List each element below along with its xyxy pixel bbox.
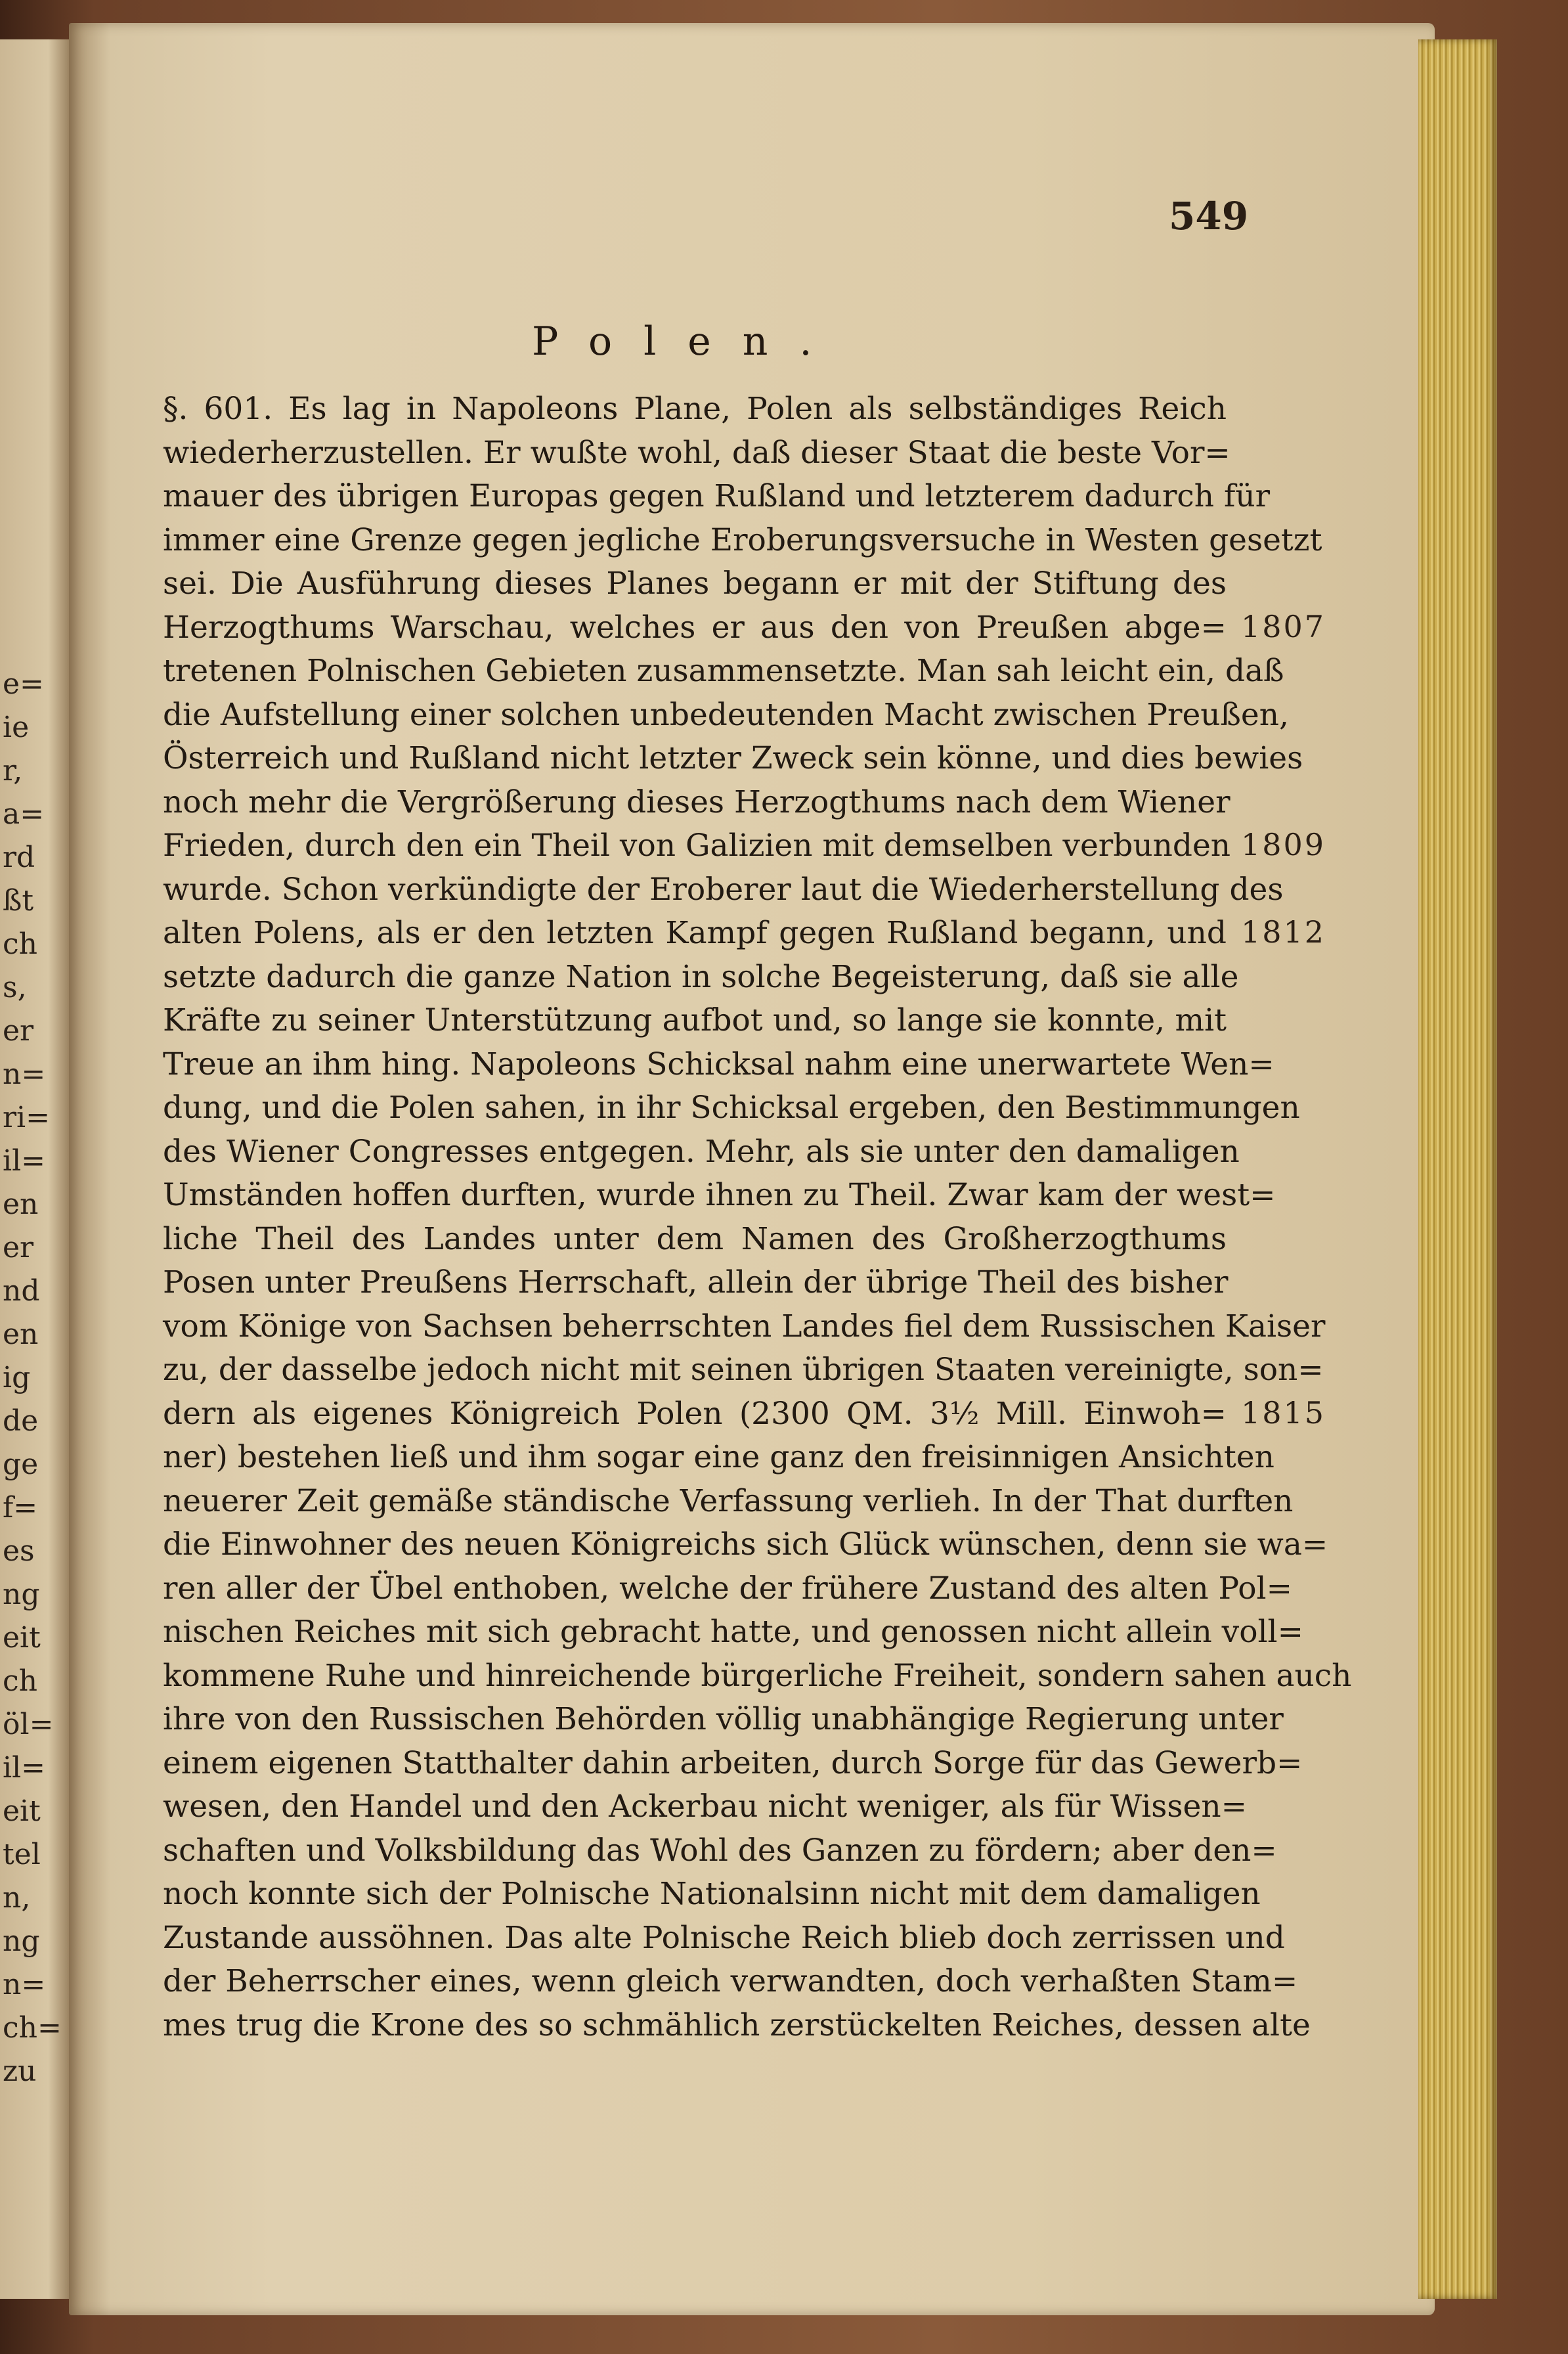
text-line: wiederherzustellen. Er wußte wohl, daß dieser Staat die beste Vor= — [163, 434, 1230, 471]
text-line: schaften und Volksbildung das Wohl des Ganzen zu fördern; aber den= — [163, 1832, 1277, 1869]
text-line: wurde. Schon verkündigte der Eroberer laut die Wiederherstellung des — [163, 871, 1284, 908]
text-line: vom Könige von Sachsen beherrschten Landes fiel dem Russischen Kaiser — [163, 1308, 1326, 1344]
text-line: Treue an ihm hing. Napoleons Schicksal nahm eine unerwartete Wen= — [163, 1046, 1274, 1082]
previous-page-fragment: il= — [3, 1751, 46, 1785]
previous-page-fragment: ng — [3, 1578, 40, 1611]
previous-page-fragment: öl= — [3, 1708, 54, 1741]
text-line: Umständen hoffen durften, wurde ihnen zu Theil. Zwar kam der west= — [163, 1177, 1276, 1213]
text-line: liche Theil des Landes unter dem Namen des Großherzogthums — [163, 1220, 1227, 1257]
previous-page-fragment: ßt — [3, 884, 34, 918]
previous-page-fragment: rd — [3, 841, 35, 874]
text-line: ner) bestehen ließ und ihm sogar eine ganz den freisinnigen Ansichten — [163, 1439, 1274, 1475]
gilded-page-edges — [1418, 39, 1497, 2299]
previous-page-fragment: zu — [3, 2054, 37, 2088]
margin-year: 1809 — [1241, 827, 1326, 862]
previous-page-fragment: a= — [3, 797, 45, 831]
text-line: die Einwohner des neuen Königreichs sich Glück wünschen, denn sie wa= — [163, 1526, 1328, 1563]
text-line: Kräfte zu seiner Unterstützung aufbot und, so lange sie konnte, mit — [163, 1002, 1227, 1038]
previous-page-fragment: ge — [3, 1448, 39, 1481]
text-line: neuerer Zeit gemäße ständische Verfassung verlieh. In der That durften — [163, 1482, 1294, 1519]
previous-page-fragment: n= — [3, 1057, 46, 1091]
text-line: kommene Ruhe und hinreichende bürgerliche Freiheit, sondern sahen auch — [163, 1657, 1352, 1694]
margin-year: 1807 — [1241, 608, 1326, 644]
previous-page-fragment: en — [3, 1318, 39, 1351]
previous-page-fragment: n, — [3, 1881, 31, 1915]
text-line: einem eigenen Statthalter dahin arbeiten, durch Sorge für das Gewerb= — [163, 1744, 1303, 1781]
text-line: ihre von den Russischen Behörden völlig unabhängige Regierung unter — [163, 1701, 1284, 1737]
text-line: tretenen Polnischen Gebieten zusammensetzte. Man sah leicht ein, daß — [163, 653, 1284, 689]
text-line: mauer des übrigen Europas gegen Rußland und letzterem dadurch für — [163, 478, 1271, 514]
text-line: ren aller der Übel enthoben, welche der frühere Zustand des alten Pol= — [163, 1570, 1292, 1607]
text-line: zu, der dasselbe jedoch nicht mit seinen übrigen Staaten vereinigte, son= — [163, 1352, 1324, 1388]
text-line: dung, und die Polen sahen, in ihr Schicksal ergeben, den Bestimmungen — [163, 1090, 1300, 1126]
previous-page-fragment: er — [3, 1231, 34, 1264]
page-number: 549 — [1169, 194, 1249, 238]
text-line: Herzogthums Warschau, welches er aus den von Preußen abge= — [163, 609, 1227, 646]
text-line: sei. Die Ausführung dieses Planes begann er mit der Stiftung des — [163, 566, 1227, 602]
margin-year: 1812 — [1241, 914, 1326, 950]
previous-page-fragment: n= — [3, 1968, 46, 2001]
previous-page-fragment: ig — [3, 1361, 31, 1394]
previous-page-fragment: e= — [3, 667, 44, 701]
text-line: Österreich und Rußland nicht letzter Zweck sein könne, und dies bewies — [163, 740, 1303, 776]
text-line: mes trug die Krone des so schmählich zerstückelten Reiches, dessen alte — [163, 2007, 1311, 2043]
previous-page-fragment: en — [3, 1188, 39, 1221]
text-line: noch mehr die Vergrößerung dieses Herzogthums nach dem Wiener — [163, 784, 1230, 820]
previous-page-fragment: ch= — [3, 2011, 62, 2045]
text-line: setzte dadurch die ganze Nation in solche Begeisterung, daß sie alle — [163, 958, 1239, 995]
previous-page-fragment: f= — [3, 1491, 38, 1524]
text-line: alten Polens, als er den letzten Kampf gegen Rußland begann, und — [163, 915, 1227, 951]
previous-page-fragment: es — [3, 1534, 35, 1568]
previous-page-edge — [0, 39, 69, 2299]
previous-page-fragment: ch — [3, 1664, 37, 1698]
previous-page-fragment: eit — [3, 1621, 41, 1654]
text-line: noch konnte sich der Polnische Nationalsinn nicht mit dem damaligen — [163, 1876, 1261, 1912]
text-line: des Wiener Congresses entgegen. Mehr, als sie unter den damaligen — [163, 1133, 1240, 1170]
previous-page-fragment: r, — [3, 754, 23, 788]
previous-page-fragment: s, — [3, 971, 27, 1004]
previous-page-fragment: nd — [3, 1274, 40, 1308]
previous-page-fragment: ri= — [3, 1101, 50, 1134]
text-line: Zustande aussöhnen. Das alte Polnische Reich blieb doch zerrissen und — [163, 1919, 1285, 1956]
text-line: Posen unter Preußens Herrschaft, allein der übrige Theil des bisher — [163, 1264, 1229, 1300]
previous-page-fragment: ie — [3, 711, 30, 744]
text-line: die Aufstellung einer solchen unbedeutenden Macht zwischen Preußen, — [163, 696, 1289, 733]
previous-page-fragment: ng — [3, 1924, 40, 1958]
margin-year: 1815 — [1241, 1394, 1326, 1431]
chapter-heading: Polen. — [532, 319, 844, 365]
previous-page-fragment: er — [3, 1014, 34, 1048]
text-line: §. 601. Es lag in Napoleons Plane, Polen als selbständiges Reich — [163, 391, 1227, 427]
previous-page-fragment: ch — [3, 927, 37, 961]
text-line: immer eine Grenze gegen jegliche Eroberungsversuche in Westen gesetzt — [163, 522, 1322, 558]
text-line: nischen Reiches mit sich gebracht hatte, und genossen nicht allein voll= — [163, 1614, 1303, 1650]
previous-page-fragment: de — [3, 1404, 39, 1438]
previous-page-fragment: il= — [3, 1144, 46, 1178]
previous-page-fragment: eit — [3, 1794, 41, 1828]
text-line: dern als eigenes Königreich Polen (2300 QM. 3½ Mill. Einwoh= — [163, 1395, 1227, 1432]
text-line: der Beherrscher eines, wenn gleich verwandten, doch verhaßten Stam= — [163, 1963, 1298, 1999]
text-line: wesen, den Handel und den Ackerbau nicht weniger, als für Wissen= — [163, 1788, 1247, 1825]
previous-page-fragment: tel — [3, 1838, 41, 1871]
text-line: Frieden, durch den ein Theil von Galizien mit demselben verbunden — [163, 828, 1231, 864]
